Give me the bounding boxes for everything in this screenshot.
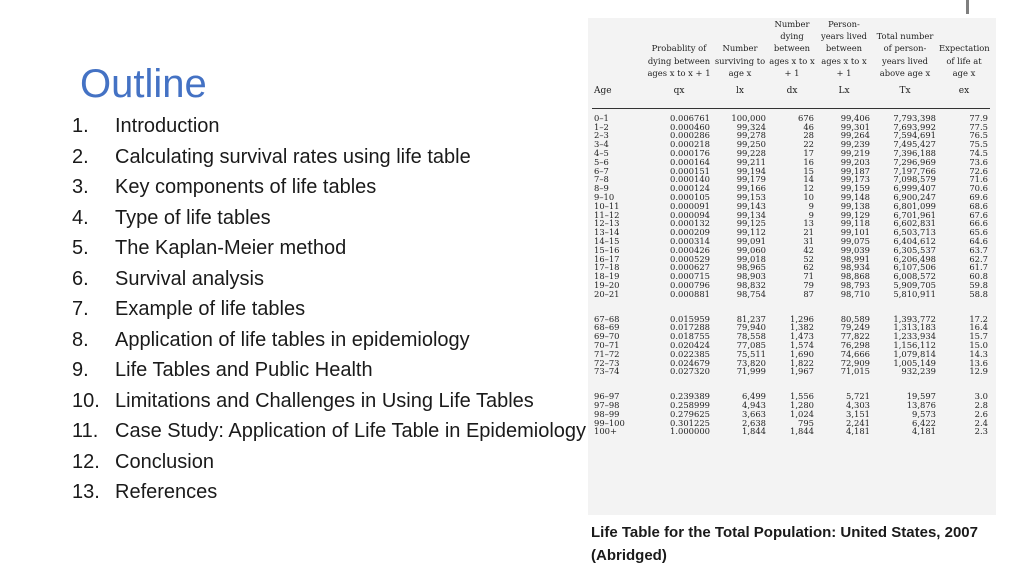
life-table-value-cell: 0.015959 xyxy=(670,313,710,324)
outline-item-number: 10. xyxy=(72,389,100,412)
life-table-age-cell: 70–71 xyxy=(594,339,620,350)
outline-item-text: Application of life tables in epidemiology xyxy=(115,328,470,351)
life-table-age-cell: 98–99 xyxy=(594,408,620,419)
life-table-value-cell: 72.6 xyxy=(969,165,988,176)
life-table-value-cell: 0.000218 xyxy=(670,139,710,150)
life-table-value-cell: 98,710 xyxy=(840,288,870,299)
life-table-symbol: Lx xyxy=(838,86,850,97)
outline-item-number: 12. xyxy=(72,450,100,473)
outline-item-text: Key components of life tables xyxy=(115,176,377,198)
life-table-age-label: Age xyxy=(594,86,612,97)
life-table-value-cell: 99,153 xyxy=(736,191,766,202)
outline-item-text: Limitations and Challenges in Using Life Tables xyxy=(115,389,534,412)
life-table-value-cell: 2.4 xyxy=(974,417,988,428)
life-table-age-cell: 67–68 xyxy=(594,313,620,324)
life-table-age-cell: 6–7 xyxy=(594,165,609,176)
life-table-value-cell: 12 xyxy=(803,183,814,194)
life-table-value-cell: 75,511 xyxy=(736,348,766,359)
life-table-value-cell: 13,876 xyxy=(906,399,936,410)
life-table-header-cell: Number surviving to age x xyxy=(714,43,766,78)
life-table-value-cell: 6,008,572 xyxy=(893,271,936,282)
life-table-value-cell: 0.000529 xyxy=(670,253,710,264)
life-table-value-cell: 98,868 xyxy=(840,271,870,282)
life-table-value-cell: 5,721 xyxy=(846,391,870,402)
life-table-value-cell: 19,597 xyxy=(906,391,936,402)
life-table-symbol-row xyxy=(592,79,990,108)
life-table-value-cell: 16 xyxy=(803,156,814,167)
outline-item-text: Example of life tables xyxy=(115,298,306,320)
life-table-value-cell: 1,556 xyxy=(790,391,814,402)
life-table-value-cell: 10 xyxy=(803,191,814,202)
life-table-value-cell: 1,382 xyxy=(790,322,814,333)
life-table-value-cell: 99,075 xyxy=(840,235,870,246)
life-table xyxy=(592,18,990,436)
life-table-age-cell: 68–69 xyxy=(594,322,620,333)
outline-item-number: 11. xyxy=(72,420,99,442)
life-table-value-cell: 73,820 xyxy=(736,357,766,368)
life-table-value-cell: 71,999 xyxy=(736,366,766,377)
life-table-value-cell: 0.022385 xyxy=(670,348,710,359)
life-table-age-cell: 19–20 xyxy=(594,279,620,290)
life-table-value-cell: 87 xyxy=(803,288,814,299)
life-table-value-cell: 1,574 xyxy=(790,339,814,350)
life-table-value-cell: 12.9 xyxy=(969,366,988,377)
life-table-value-cell: 1,690 xyxy=(790,348,814,359)
life-table-value-cell: 42 xyxy=(803,244,814,255)
life-table-value-cell: 15 xyxy=(803,165,814,176)
life-table-value-cell: 1,233,934 xyxy=(893,331,936,342)
outline-item xyxy=(72,206,592,231)
life-table-value-cell: 64.6 xyxy=(969,235,988,246)
life-table-header-row xyxy=(592,18,990,79)
life-table-age-cell: 69–70 xyxy=(594,331,620,342)
life-table-value-cell: 99,406 xyxy=(840,112,870,123)
life-table-value-cell: 0.000796 xyxy=(670,279,710,290)
life-table-value-cell: 99,203 xyxy=(840,156,870,167)
outline-item xyxy=(72,389,592,414)
life-table-value-cell: 99,324 xyxy=(736,121,766,132)
life-table-header-cell: Person-years lived between ages x to x + 1 xyxy=(820,19,868,78)
life-table-age-cell: 100+ xyxy=(594,426,618,437)
life-table-value-cell: 5,909,705 xyxy=(893,279,936,290)
life-table-value-cell: 99,129 xyxy=(840,209,870,220)
life-table-value-cell: 0.017288 xyxy=(670,322,710,333)
life-table-value-cell: 1.000000 xyxy=(670,426,710,437)
outline-item-number: 2. xyxy=(72,145,89,168)
life-table-value-cell: 0.000460 xyxy=(670,121,710,132)
slide-title: Outline xyxy=(80,62,207,106)
life-table-age-cell: 14–15 xyxy=(594,235,620,246)
life-table-value-cell: 98,903 xyxy=(736,271,766,282)
life-table-value-cell: 99,125 xyxy=(736,218,766,229)
life-table-value-cell: 99,143 xyxy=(736,200,766,211)
life-table-age-cell: 5–6 xyxy=(594,156,609,167)
life-table-value-cell: 99,134 xyxy=(736,209,766,220)
life-table-value-cell: 0.006761 xyxy=(670,112,710,123)
life-table-age-cell: 8–9 xyxy=(594,183,609,194)
life-table-age-cell: 18–19 xyxy=(594,271,620,282)
life-table-value-cell: 0.000209 xyxy=(670,227,710,238)
life-table-value-cell: 1,473 xyxy=(790,331,814,342)
life-table-value-cell: 98,793 xyxy=(840,279,870,290)
life-table-value-cell: 0.000176 xyxy=(670,148,710,158)
life-table-symbol: Tx xyxy=(899,86,911,97)
life-table-value-cell: 0.000715 xyxy=(670,271,710,282)
outline-item xyxy=(72,145,592,170)
life-table-value-cell: 28 xyxy=(803,130,814,141)
life-table-value-cell: 68.6 xyxy=(969,200,988,211)
life-table-value-cell: 100,000 xyxy=(731,112,766,123)
life-table-value-cell: 4,943 xyxy=(742,399,766,410)
outline-item-text: The Kaplan-Meier method xyxy=(115,237,347,259)
life-table-value-cell: 0.258999 xyxy=(670,399,710,410)
life-table-value-cell: 0.279625 xyxy=(670,408,710,419)
life-table-value-cell: 99,250 xyxy=(736,139,766,150)
outline-item-number: 1. xyxy=(72,115,89,137)
outline-item-text: Type of life tables xyxy=(115,206,271,229)
life-table-age-cell: 15–16 xyxy=(594,244,620,255)
life-table-value-cell: 0.000881 xyxy=(670,288,710,299)
life-table-image xyxy=(588,18,996,515)
life-table-value-cell: 98,754 xyxy=(736,288,766,299)
life-table-value-cell: 0.000627 xyxy=(670,262,710,273)
outline-item-text: Conclusion xyxy=(115,450,214,473)
life-table-value-cell: 99,018 xyxy=(736,253,766,264)
life-table-value-cell: 76.5 xyxy=(969,130,988,141)
life-table-value-cell: 21 xyxy=(803,227,814,238)
life-table-value-cell: 99,138 xyxy=(840,200,870,211)
life-table-value-cell: 99,239 xyxy=(840,139,870,150)
life-table-value-cell: 74.5 xyxy=(969,148,988,158)
life-table-age-cell: 12–13 xyxy=(594,218,620,229)
life-table-age-cell: 16–17 xyxy=(594,253,620,264)
life-table-value-cell: 1,844 xyxy=(742,426,766,437)
life-table-value-cell: 6,422 xyxy=(912,417,936,428)
life-table-value-cell: 0.000426 xyxy=(670,244,710,255)
life-table-value-cell: 71.6 xyxy=(969,174,988,185)
life-table-value-cell: 0.027320 xyxy=(670,366,710,377)
life-table-value-cell: 1,822 xyxy=(790,357,814,368)
life-table-value-cell: 6,503,713 xyxy=(893,227,936,238)
life-table-value-cell: 3,151 xyxy=(846,408,870,419)
life-table-value-cell: 72,909 xyxy=(840,357,870,368)
life-table-age-cell: 73–74 xyxy=(594,366,620,377)
life-table-value-cell: 77.5 xyxy=(969,121,988,132)
life-table-value-cell: 1,296 xyxy=(790,313,814,324)
outline-list xyxy=(72,114,592,511)
top-divider xyxy=(966,0,969,14)
life-table-value-cell: 77.9 xyxy=(969,112,988,123)
life-table-value-cell: 2.6 xyxy=(974,408,988,419)
life-table-value-cell: 69.6 xyxy=(969,191,988,202)
life-table-value-cell: 6,801,099 xyxy=(893,200,936,211)
life-table-value-cell: 6,602,831 xyxy=(893,218,936,229)
life-table-value-cell: 59.8 xyxy=(969,279,988,290)
life-table-value-cell: 6,701,961 xyxy=(893,209,936,220)
life-table-value-cell: 99,228 xyxy=(736,148,766,158)
life-table-value-cell: 71,015 xyxy=(840,366,870,377)
life-table-value-cell: 99,179 xyxy=(736,174,766,185)
life-table-value-cell: 2,638 xyxy=(742,417,766,428)
life-table-value-cell: 14 xyxy=(803,174,814,185)
life-table-value-cell: 7,396,188 xyxy=(893,148,936,158)
life-table-value-cell: 80,589 xyxy=(840,313,870,324)
life-table-row xyxy=(592,112,990,123)
life-table-value-cell: 62 xyxy=(803,262,814,273)
life-table-value-cell: 0.000314 xyxy=(670,235,710,246)
life-table-value-cell: 795 xyxy=(798,417,814,428)
life-table-value-cell: 14.3 xyxy=(969,348,988,359)
life-table-value-cell: 77,085 xyxy=(736,339,766,350)
life-table-age-cell: 13–14 xyxy=(594,227,620,238)
life-table-age-cell: 96–97 xyxy=(594,391,620,402)
outline-item-text: Introduction xyxy=(115,115,220,137)
life-table-value-cell: 2,241 xyxy=(846,417,870,428)
life-table-value-cell: 52 xyxy=(803,253,814,264)
outline-item-text: Calculating survival rates using life table xyxy=(115,145,471,168)
life-table-value-cell: 4,181 xyxy=(846,426,870,437)
life-table-value-cell: 9 xyxy=(808,209,814,220)
life-table-value-cell: 70.6 xyxy=(969,183,988,194)
outline-item xyxy=(72,175,592,200)
life-table-value-cell: 13 xyxy=(803,218,814,229)
life-table-value-cell: 3.0 xyxy=(974,391,988,402)
life-table-value-cell: 73.6 xyxy=(969,156,988,167)
life-table-row xyxy=(592,367,990,376)
life-table-age-cell: 11–12 xyxy=(594,209,620,220)
life-table-value-cell: 6,107,506 xyxy=(893,262,936,273)
life-table-value-cell: 1,844 xyxy=(790,426,814,437)
life-table-value-cell: 1,313,183 xyxy=(893,322,936,333)
life-table-value-cell: 99,112 xyxy=(736,227,766,238)
life-table-value-cell: 1,156,112 xyxy=(893,339,936,350)
life-table-value-cell: 2.8 xyxy=(974,399,988,410)
outline-item-text: References xyxy=(115,481,218,503)
life-table-value-cell: 99,278 xyxy=(736,130,766,141)
life-table-age-cell: 10–11 xyxy=(594,200,620,211)
life-table-value-cell: 1,079,814 xyxy=(893,348,936,359)
life-table-value-cell: 0.024679 xyxy=(670,357,710,368)
life-table-value-cell: 60.8 xyxy=(969,271,988,282)
life-table-value-cell: 65.6 xyxy=(969,227,988,238)
life-table-value-cell: 99,264 xyxy=(840,130,870,141)
outline-item-number: 5. xyxy=(72,237,89,259)
life-table-value-cell: 31 xyxy=(803,235,814,246)
outline-item-text: Survival analysis xyxy=(115,267,264,290)
life-table-age-cell: 20–21 xyxy=(594,288,620,299)
life-table-value-cell: 7,793,398 xyxy=(893,112,936,123)
life-table-value-cell: 98,934 xyxy=(840,262,870,273)
outline-item-number: 3. xyxy=(72,176,89,198)
life-table-value-cell: 0.018755 xyxy=(670,331,710,342)
life-table-value-cell: 0.000124 xyxy=(670,183,710,194)
outline-item xyxy=(72,297,592,322)
life-table-value-cell: 79 xyxy=(803,279,814,290)
life-table-value-cell: 3,663 xyxy=(742,408,766,419)
life-table-value-cell: 79,249 xyxy=(840,322,870,333)
life-table-group-gap xyxy=(592,299,990,313)
life-table-value-cell: 2.3 xyxy=(974,426,988,437)
life-table-age-cell: 9–10 xyxy=(594,191,615,202)
outline-item-text: Case Study: Application of Life Table in Epidemiology xyxy=(115,420,587,442)
life-table-header-cell: Expectation of life at age x xyxy=(939,43,990,78)
life-table-value-cell: 0.301225 xyxy=(670,417,710,428)
life-table-value-cell: 4,303 xyxy=(846,399,870,410)
life-table-value-cell: 99,091 xyxy=(736,235,766,246)
life-table-value-cell: 99,101 xyxy=(840,227,870,238)
life-table-symbol: lx xyxy=(736,86,744,97)
life-table-value-cell: 66.6 xyxy=(969,218,988,229)
life-table-row xyxy=(592,290,990,299)
life-table-age-cell: 97–98 xyxy=(594,399,620,410)
life-table-value-cell: 75.5 xyxy=(969,139,988,150)
life-table-value-cell: 1,005,149 xyxy=(893,357,936,368)
life-table-header-cell: Total number of person-years lived above age x xyxy=(876,31,934,78)
outline-item-number: 7. xyxy=(72,298,89,320)
outline-item-number: 9. xyxy=(72,359,89,381)
life-table-value-cell: 81,237 xyxy=(736,313,766,324)
life-table-value-cell: 1,024 xyxy=(790,408,814,419)
outline-item xyxy=(72,267,592,292)
life-table-value-cell: 7,693,992 xyxy=(893,121,936,132)
life-table-value-cell: 0.000140 xyxy=(670,174,710,185)
life-table-value-cell: 99,211 xyxy=(736,156,766,167)
life-table-value-cell: 0.000105 xyxy=(670,191,710,202)
life-table-value-cell: 6,206,498 xyxy=(893,253,936,264)
life-table-body xyxy=(592,79,990,436)
life-table-value-cell: 7,594,691 xyxy=(893,130,936,141)
life-table-value-cell: 676 xyxy=(798,112,814,123)
life-table-value-cell: 76,298 xyxy=(840,339,870,350)
life-table-value-cell: 99,039 xyxy=(840,244,870,255)
life-table-value-cell: 61.7 xyxy=(969,262,988,273)
outline-item-number: 8. xyxy=(72,328,89,351)
life-table-value-cell: 99,173 xyxy=(840,174,870,185)
outline-item xyxy=(72,450,592,475)
life-table-value-cell: 16.4 xyxy=(969,322,988,333)
life-table-value-cell: 6,305,537 xyxy=(893,244,936,255)
life-table-value-cell: 78,558 xyxy=(736,331,766,342)
life-table-header-cell: Probablity of dying between ages x to x + 1 xyxy=(647,43,711,78)
life-table-value-cell: 71 xyxy=(803,271,814,282)
life-table-value-cell: 79,940 xyxy=(736,322,766,333)
life-table-value-cell: 99,187 xyxy=(840,165,870,176)
life-table-value-cell: 98,991 xyxy=(840,253,870,264)
life-table-value-cell: 6,900,247 xyxy=(893,191,936,202)
life-table-value-cell: 22 xyxy=(803,139,814,150)
life-table-value-cell: 98,965 xyxy=(736,262,766,273)
outline-item-text: Life Tables and Public Health xyxy=(115,359,373,381)
life-table-age-cell: 17–18 xyxy=(594,262,620,273)
life-table-value-cell: 15.0 xyxy=(969,339,988,350)
life-table-value-cell: 9 xyxy=(808,200,814,211)
life-table-caption: Life Table for the Total Population: United States, 2007 (Abridged) xyxy=(591,524,978,564)
life-table-age-cell: 72–73 xyxy=(594,357,620,368)
life-table-header-cell: Number dying between ages x to x + 1 xyxy=(769,19,815,78)
life-table-value-cell: 99,060 xyxy=(736,244,766,255)
life-table-value-cell: 0.000094 xyxy=(670,209,710,220)
outline-item xyxy=(72,114,592,139)
life-table-value-cell: 0.000286 xyxy=(670,130,710,141)
life-table-value-cell: 1,393,772 xyxy=(893,313,936,324)
life-table-value-cell: 6,999,407 xyxy=(893,183,936,194)
life-table-value-cell: 17.2 xyxy=(969,313,988,324)
life-table-header-age-blank xyxy=(592,18,646,79)
outline-item-number: 13. xyxy=(72,481,100,503)
life-table-value-cell: 99,159 xyxy=(840,183,870,194)
life-table-age-cell: 4–5 xyxy=(594,148,609,158)
life-table-value-cell: 7,296,969 xyxy=(893,156,936,167)
life-table-row xyxy=(592,427,990,436)
life-table-age-cell: 1–2 xyxy=(594,121,609,132)
life-table-value-cell: 0.000091 xyxy=(670,200,710,211)
life-table-value-cell: 7,495,427 xyxy=(893,139,936,150)
outline-item-number: 6. xyxy=(72,267,89,290)
life-table-value-cell: 99,301 xyxy=(840,121,870,132)
life-table-value-cell: 1,280 xyxy=(790,399,814,410)
life-table-value-cell: 77,822 xyxy=(840,331,870,342)
life-table-value-cell: 99,194 xyxy=(736,165,766,176)
outline-item xyxy=(72,419,592,444)
life-table-symbol: qx xyxy=(673,86,685,97)
life-table-value-cell: 0.239389 xyxy=(670,391,710,402)
life-table-value-cell: 62.7 xyxy=(969,253,988,264)
life-table-age-cell: 99–100 xyxy=(594,417,625,428)
life-table-value-cell: 4,181 xyxy=(912,426,936,437)
life-table-value-cell: 9,573 xyxy=(912,408,936,419)
outline-item xyxy=(72,480,592,505)
life-table-age-cell: 3–4 xyxy=(594,139,609,150)
life-table-value-cell: 99,118 xyxy=(840,218,870,229)
life-table-symbol: dx xyxy=(786,86,798,97)
life-table-value-cell: 1,967 xyxy=(790,366,814,377)
life-table-value-cell: 15.7 xyxy=(969,331,988,342)
life-table-value-cell: 67.6 xyxy=(969,209,988,220)
life-table-value-cell: 932,239 xyxy=(901,366,936,377)
life-table-value-cell: 6,499 xyxy=(742,391,766,402)
life-table-age-cell: 71–72 xyxy=(594,348,620,359)
life-table-value-cell: 63.7 xyxy=(969,244,988,255)
outline-item xyxy=(72,236,592,261)
life-table-value-cell: 6,404,612 xyxy=(893,235,936,246)
life-table-value-cell: 0.000132 xyxy=(670,218,710,229)
outline-item xyxy=(72,358,592,383)
life-table-value-cell: 5,810,911 xyxy=(893,288,936,299)
outline-item xyxy=(72,328,592,353)
life-table-value-cell: 58.8 xyxy=(969,288,988,299)
life-table-value-cell: 7,197,766 xyxy=(893,165,936,176)
life-table-value-cell: 0.000164 xyxy=(670,156,710,167)
life-table-group-gap xyxy=(592,376,990,390)
life-table-value-cell: 17 xyxy=(803,148,814,158)
life-table-value-cell: 7,098,579 xyxy=(893,174,936,185)
life-table-value-cell: 74,666 xyxy=(840,348,870,359)
outline-item-number: 4. xyxy=(72,206,89,229)
life-table-symbol: ex xyxy=(958,86,970,97)
life-table-age-cell: 0–1 xyxy=(594,112,609,123)
life-table-age-cell: 2–3 xyxy=(594,130,609,141)
life-table-value-cell: 99,219 xyxy=(840,148,870,158)
life-table-age-cell: 7–8 xyxy=(594,174,609,185)
life-table-value-cell: 0.020424 xyxy=(670,339,710,350)
life-table-value-cell: 0.000151 xyxy=(670,165,710,176)
life-table-value-cell: 46 xyxy=(803,121,814,132)
life-table-value-cell: 99,166 xyxy=(736,183,766,194)
life-table-value-cell: 99,148 xyxy=(840,191,870,202)
life-table-value-cell: 13.6 xyxy=(969,357,988,368)
life-table-value-cell: 98,832 xyxy=(736,279,766,290)
